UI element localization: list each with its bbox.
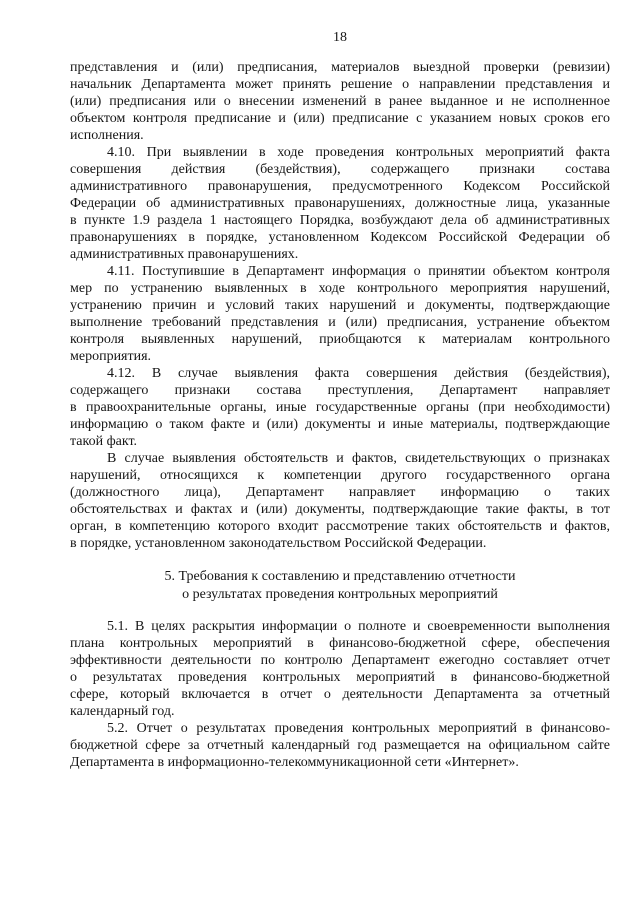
- paragraph-4-11: [70, 263, 610, 365]
- section-heading: [70, 568, 610, 604]
- section-heading-line: 5. Требования к составлению и представлению отчетности: [164, 569, 516, 584]
- text-line: (или) предписания или о внесении изменений в ранее выданное и не исполненное: [70, 94, 610, 109]
- paragraph-5-1: [70, 618, 610, 720]
- text-line: мероприятия.: [70, 349, 152, 364]
- text-line: контроля выявленных нарушений, приобщаются к материалам контрольного: [70, 332, 610, 347]
- text-line: нарушений, относящихся к компетенции другого государственного органа: [70, 468, 610, 483]
- text-line: орган, в компетенцию которого входит рассмотрение таких обстоятельств и фактов,: [70, 519, 610, 534]
- text-line: Департамента в информационно-телекоммуникационной сети «Интернет».: [70, 755, 519, 770]
- text-line: сфере, который включается в отчет о деятельности Департамента за отчетный: [70, 687, 610, 702]
- text-line: объектом контроля предписание и (или) предписание с указанием новых сроков его: [70, 111, 610, 126]
- paragraph-4-10: [70, 144, 610, 263]
- text-line: содержащего признаки состава преступления, Департамент направляет: [70, 383, 610, 398]
- text-column: [70, 59, 610, 771]
- text-line: 4.10. При выявлении в ходе проведения контрольных мероприятий факта: [107, 145, 610, 160]
- text-line: о результатах проведения контрольных мероприятий в финансово-бюджетной: [70, 670, 610, 685]
- text-line: информацию о таком факте и (или) документы и иные материалы, подтверждающие: [70, 417, 610, 432]
- text-line: мер по устранению выявленных в ходе контрольного мероприятия нарушений,: [70, 281, 610, 296]
- text-line: совершения действия (бездействия), содержащего признаки состава: [70, 162, 610, 177]
- text-line: обстоятельствах и фактах и (или) документы, подтверждающие такие факты, в тот: [70, 502, 610, 517]
- text-line: 5.2. Отчет о результатах проведения контрольных мероприятий в финансово-: [107, 721, 610, 736]
- text-line: 4.11. Поступившие в Департамент информация о принятии объектом контроля: [107, 264, 610, 279]
- text-line: календарный год.: [70, 704, 175, 719]
- text-line: административного правонарушения, предусмотренного Кодексом Российской: [70, 179, 610, 194]
- text-line: в пункте 1.9 раздела 1 настоящего Порядка, возбуждают дела об административных: [70, 213, 610, 228]
- text-line: такой факт.: [70, 434, 138, 449]
- text-line: 5.1. В целях раскрытия информации о полноте и своевременности выполнения: [107, 619, 610, 634]
- paragraph-4-12-other-authority: [70, 450, 610, 552]
- text-line: начальник Департамента может принять решение о направлении представления и: [70, 77, 610, 92]
- section-heading-line: о результатах проведения контрольных мероприятий: [182, 587, 498, 602]
- paragraph-5-2: [70, 720, 610, 771]
- text-line: бюджетной сфере за отчетный календарный год размещается на официальном сайте: [70, 738, 610, 753]
- text-line: устранению причин и условий таких нарушений и документы, подтверждающие: [70, 298, 610, 313]
- paragraph-continuation: [70, 59, 610, 144]
- text-line: плана контрольных мероприятий в финансово-бюджетной сфере, обеспечения: [70, 636, 610, 651]
- text-line: В случае выявления обстоятельств и фактов, свидетельствующих о признаках: [107, 451, 610, 466]
- text-line: в правоохранительные органы, иные государственные органы (при необходимости): [70, 400, 610, 415]
- text-line: правонарушениях в порядке, установленном Кодексом Российской Федерации об: [70, 230, 610, 245]
- text-line: (должностного лица), Департамент направляет информацию о таких: [70, 485, 610, 500]
- text-line: выполнение требований представления и (или) предписания, устранение объектом: [70, 315, 610, 330]
- page-number: 18: [333, 30, 347, 45]
- text-line: в порядке, установленном законодательством Российской Федерации.: [70, 536, 487, 551]
- text-line: исполнения.: [70, 128, 144, 143]
- text-line: 4.12. В случае выявления факта совершения действия (бездействия),: [107, 366, 610, 381]
- text-line: Федерации об административных правонарушениях, должностные лица, указанные: [70, 196, 610, 211]
- text-line: административных правонарушениях.: [70, 247, 299, 262]
- paragraph-4-12: [70, 365, 610, 450]
- text-line: эффективности деятельности по контролю Департамент ежегодно составляет отчет: [70, 653, 610, 668]
- text-line: представления и (или) предписания, материалов выездной проверки (ревизии): [70, 60, 610, 75]
